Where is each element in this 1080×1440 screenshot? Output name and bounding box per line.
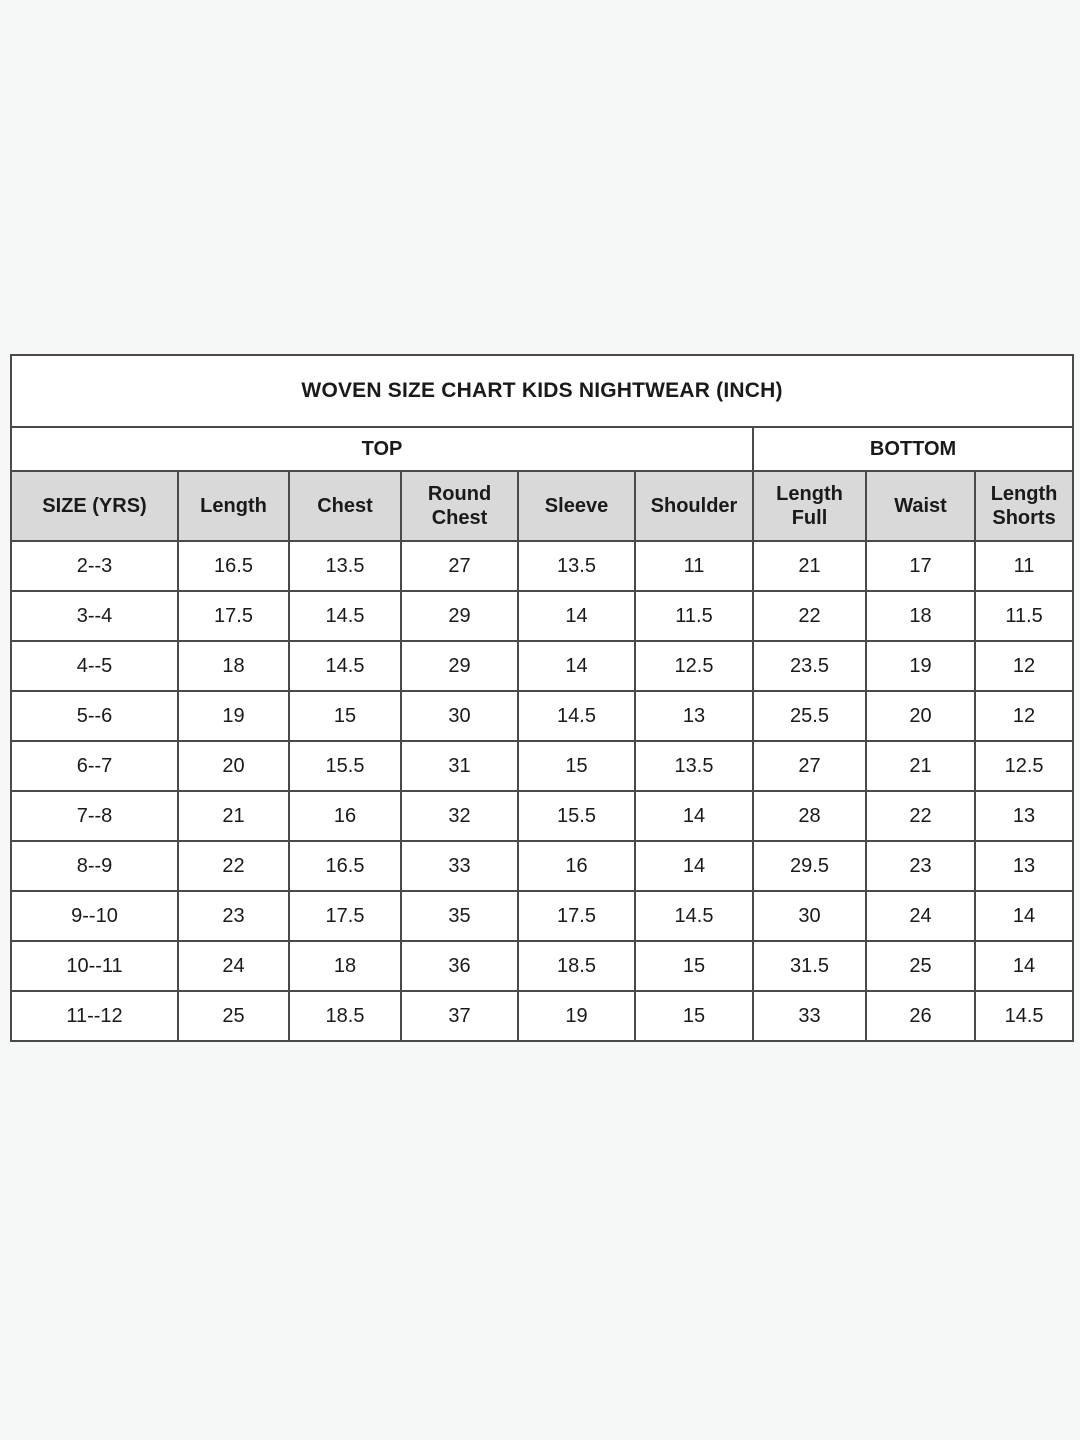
measurement-cell: 16 <box>518 841 635 891</box>
measurement-cell: 17.5 <box>289 891 401 941</box>
measurement-cell: 21 <box>866 741 975 791</box>
measurement-cell: 15 <box>518 741 635 791</box>
size-label-cell: 7--8 <box>11 791 178 841</box>
measurement-cell: 14.5 <box>289 591 401 641</box>
measurement-cell: 13.5 <box>289 541 401 591</box>
measurement-cell: 12.5 <box>975 741 1073 791</box>
measurement-cell: 24 <box>178 941 289 991</box>
size-label-cell: 6--7 <box>11 741 178 791</box>
measurement-cell: 18 <box>866 591 975 641</box>
column-header-sleeve: Sleeve <box>518 471 635 541</box>
measurement-cell: 22 <box>866 791 975 841</box>
measurement-cell: 29 <box>401 641 518 691</box>
size-label-cell: 10--11 <box>11 941 178 991</box>
measurement-cell: 31.5 <box>753 941 866 991</box>
measurement-cell: 14 <box>975 941 1073 991</box>
measurement-cell: 18 <box>289 941 401 991</box>
measurement-cell: 14 <box>975 891 1073 941</box>
table-row <box>11 991 1073 1041</box>
size-label-cell: 8--9 <box>11 841 178 891</box>
measurement-cell: 20 <box>178 741 289 791</box>
measurement-cell: 28 <box>753 791 866 841</box>
measurement-cell: 14 <box>635 841 753 891</box>
size-chart-table <box>10 354 1074 1042</box>
measurement-cell: 12 <box>975 641 1073 691</box>
measurement-cell: 13.5 <box>635 741 753 791</box>
column-header-waist: Waist <box>866 471 975 541</box>
measurement-cell: 18.5 <box>289 991 401 1041</box>
measurement-cell: 23 <box>866 841 975 891</box>
table-body <box>11 541 1073 1041</box>
table-row <box>11 791 1073 841</box>
table-row <box>11 591 1073 641</box>
measurement-cell: 17.5 <box>178 591 289 641</box>
size-label-cell: 3--4 <box>11 591 178 641</box>
size-label-cell: 11--12 <box>11 991 178 1041</box>
measurement-cell: 14.5 <box>289 641 401 691</box>
measurement-cell: 21 <box>753 541 866 591</box>
size-chart-container <box>10 354 1072 1042</box>
size-label-cell: 2--3 <box>11 541 178 591</box>
measurement-cell: 33 <box>401 841 518 891</box>
measurement-cell: 31 <box>401 741 518 791</box>
measurement-cell: 16.5 <box>178 541 289 591</box>
measurement-cell: 26 <box>866 991 975 1041</box>
measurement-cell: 22 <box>753 591 866 641</box>
measurement-cell: 11.5 <box>635 591 753 641</box>
measurement-cell: 25 <box>866 941 975 991</box>
measurement-cell: 23.5 <box>753 641 866 691</box>
measurement-cell: 33 <box>753 991 866 1041</box>
measurement-cell: 13 <box>975 791 1073 841</box>
size-label-cell: 5--6 <box>11 691 178 741</box>
measurement-cell: 35 <box>401 891 518 941</box>
measurement-cell: 15 <box>289 691 401 741</box>
measurement-cell: 11.5 <box>975 591 1073 641</box>
size-label-cell: 4--5 <box>11 641 178 691</box>
measurement-cell: 25.5 <box>753 691 866 741</box>
measurement-cell: 14 <box>518 641 635 691</box>
column-header-shoulder: Shoulder <box>635 471 753 541</box>
table-row <box>11 641 1073 691</box>
measurement-cell: 18.5 <box>518 941 635 991</box>
measurement-cell: 14 <box>635 791 753 841</box>
column-header-length: Length <box>178 471 289 541</box>
column-header-length-shorts: Length Shorts <box>975 471 1073 541</box>
size-label-cell: 9--10 <box>11 891 178 941</box>
measurement-cell: 15.5 <box>518 791 635 841</box>
measurement-cell: 19 <box>178 691 289 741</box>
measurement-cell: 13 <box>635 691 753 741</box>
table-row <box>11 741 1073 791</box>
measurement-cell: 16 <box>289 791 401 841</box>
measurement-cell: 17 <box>866 541 975 591</box>
title-row <box>11 355 1073 427</box>
table-title: WOVEN SIZE CHART KIDS NIGHTWEAR (INCH) <box>11 355 1073 427</box>
table-row <box>11 541 1073 591</box>
measurement-cell: 15.5 <box>289 741 401 791</box>
measurement-cell: 32 <box>401 791 518 841</box>
measurement-cell: 30 <box>753 891 866 941</box>
measurement-cell: 12.5 <box>635 641 753 691</box>
measurement-cell: 22 <box>178 841 289 891</box>
measurement-cell: 30 <box>401 691 518 741</box>
group-header-row <box>11 427 1073 471</box>
measurement-cell: 12 <box>975 691 1073 741</box>
measurement-cell: 14.5 <box>635 891 753 941</box>
measurement-cell: 29.5 <box>753 841 866 891</box>
measurement-cell: 37 <box>401 991 518 1041</box>
measurement-cell: 24 <box>866 891 975 941</box>
measurement-cell: 13 <box>975 841 1073 891</box>
measurement-cell: 11 <box>975 541 1073 591</box>
measurement-cell: 13.5 <box>518 541 635 591</box>
measurement-cell: 14 <box>518 591 635 641</box>
measurement-cell: 11 <box>635 541 753 591</box>
table-row <box>11 841 1073 891</box>
measurement-cell: 25 <box>178 991 289 1041</box>
column-header-length-full: Length Full <box>753 471 866 541</box>
measurement-cell: 15 <box>635 941 753 991</box>
table-row <box>11 691 1073 741</box>
measurement-cell: 21 <box>178 791 289 841</box>
table-row <box>11 941 1073 991</box>
measurement-cell: 36 <box>401 941 518 991</box>
measurement-cell: 16.5 <box>289 841 401 891</box>
measurement-cell: 27 <box>401 541 518 591</box>
measurement-cell: 19 <box>518 991 635 1041</box>
column-header-row <box>11 471 1073 541</box>
measurement-cell: 14.5 <box>518 691 635 741</box>
measurement-cell: 18 <box>178 641 289 691</box>
column-header-size: SIZE (YRS) <box>11 471 178 541</box>
measurement-cell: 14.5 <box>975 991 1073 1041</box>
measurement-cell: 27 <box>753 741 866 791</box>
column-header-chest: Chest <box>289 471 401 541</box>
group-header-bottom: BOTTOM <box>753 427 1073 471</box>
measurement-cell: 20 <box>866 691 975 741</box>
table-row <box>11 891 1073 941</box>
measurement-cell: 23 <box>178 891 289 941</box>
group-header-top: TOP <box>11 427 753 471</box>
column-header-round-chest: Round Chest <box>401 471 518 541</box>
measurement-cell: 15 <box>635 991 753 1041</box>
measurement-cell: 19 <box>866 641 975 691</box>
measurement-cell: 17.5 <box>518 891 635 941</box>
measurement-cell: 29 <box>401 591 518 641</box>
